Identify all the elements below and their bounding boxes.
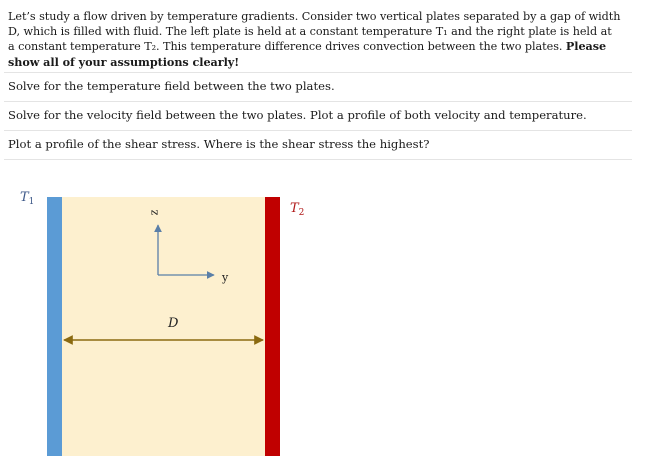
fluid-region [62,197,265,456]
question-2: Solve for the velocity field between the two plates. Plot a profile of both velocity and temperature. [8,108,587,122]
t2-subscript: 2 [298,208,305,218]
intro-line-3-text: a constant temperature T₂. This temperature difference drives convection between the two plates. [8,40,563,54]
z-axis-label: z [147,209,161,216]
right-plate [265,197,280,456]
left-plate [47,197,62,456]
t1-label [20,190,34,205]
t1-subscript: 1 [28,197,35,207]
t2-letter: T [290,201,299,216]
question-1: Solve for the temperature field between the two plates. [8,79,335,93]
intro-line-2: D, which is filled with fluid. The left plate is held at a constant temperature T₁ and the right plate is held at [8,24,612,38]
intro-line-1: Let’s study a flow driven by temperature gradients. Consider two vertical plates separated by a gap of width [8,10,621,23]
t2-label [290,201,304,216]
intro-bold-inline: Please [565,39,607,54]
t1-letter: T [20,190,29,205]
question-3: Plot a profile of the shear stress. Where is the shear stress the highest? [8,137,430,151]
intro-bold-line: show all of your assumptions clearly! [8,54,240,69]
y-axis-label: y [222,271,229,284]
gap-label: D [168,316,179,331]
